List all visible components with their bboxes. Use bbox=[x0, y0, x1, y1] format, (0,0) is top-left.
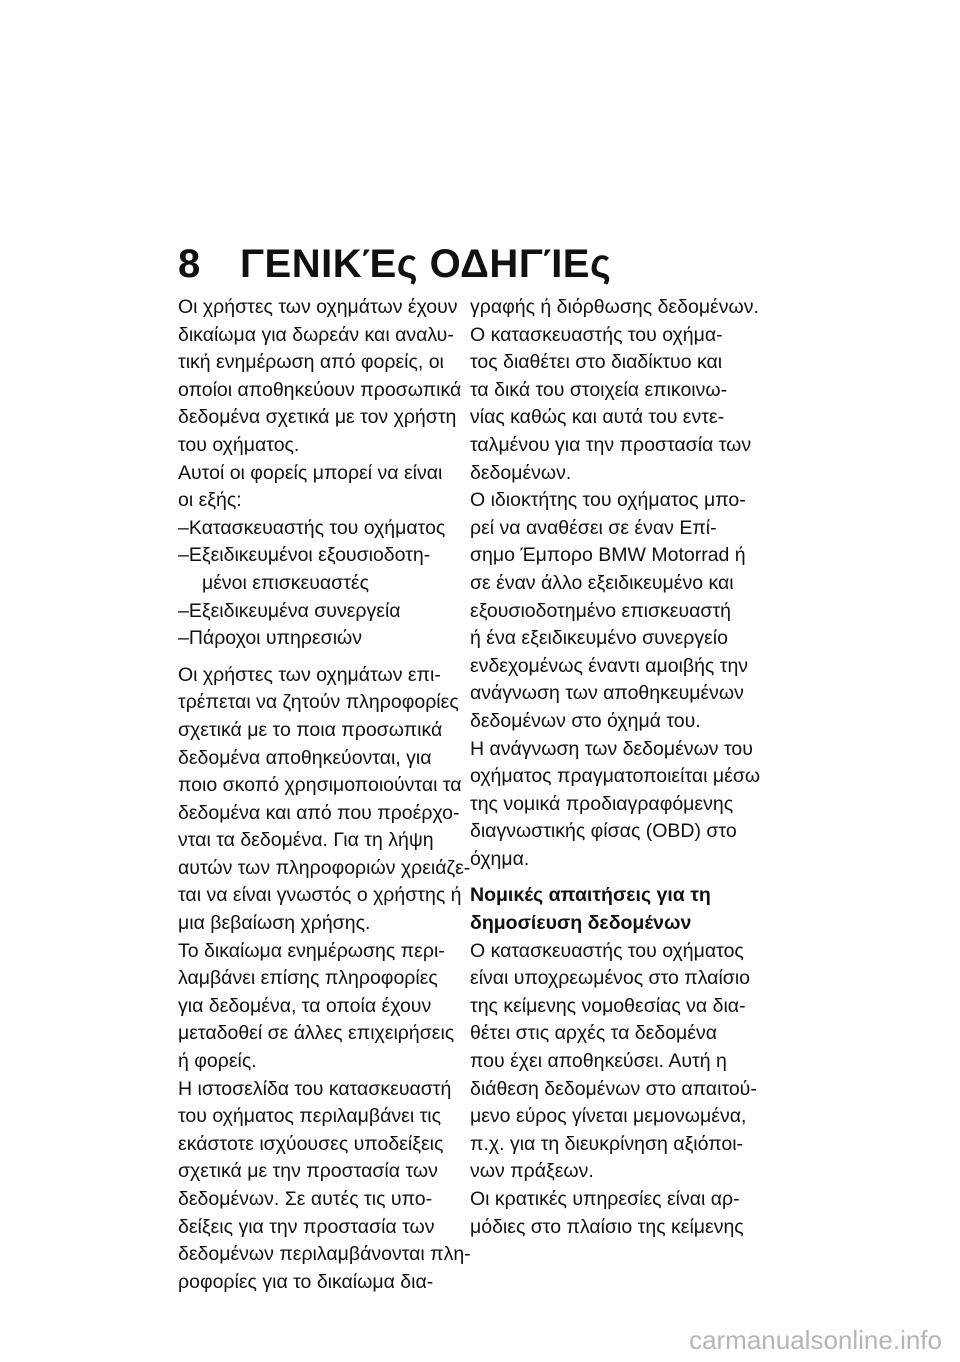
text-line: δεδομένα και από που προέρχο- bbox=[178, 801, 460, 824]
text-line: του οχήματος. bbox=[178, 433, 300, 456]
list-item-continuation: μένοι επισκευαστές bbox=[202, 571, 369, 594]
text-line: σχετικά με την προστασία των bbox=[178, 1160, 438, 1183]
text-line: Ο κατασκευαστής του οχήμα- bbox=[470, 323, 723, 346]
text-line: Το δικαίωμα ενημέρωσης περι- bbox=[178, 939, 445, 962]
text-line: δικαίωμα για δωρεάν και αναλυ- bbox=[178, 323, 454, 346]
text-line: του οχήματος περιλαμβάνει τις bbox=[178, 1105, 442, 1128]
text-line: Οι χρήστες των οχημάτων έχουν bbox=[178, 296, 458, 318]
list-item: –Εξειδικευμένοι εξουσιοδοτη- bbox=[178, 544, 431, 567]
text-line: οχήματος πραγματοποιείται μέσω bbox=[470, 765, 761, 788]
text-line: ταλμένου για την προστασία των bbox=[470, 433, 752, 456]
text-line: Αυτοί οι φορείς μπορεί να είναι bbox=[178, 461, 443, 484]
text-line: ή φορείς. bbox=[178, 1050, 257, 1073]
text-line: νται τα δεδομένα. Για τη λήψη bbox=[178, 829, 434, 852]
left-column bbox=[178, 294, 471, 1296]
text-line: τρέπεται να ζητούν πληροφορίες bbox=[178, 691, 459, 714]
text-line: που έχει αποθηκεύσει. Αυτή η bbox=[470, 1050, 727, 1073]
text-line: τος διαθέτει στο διαδίκτυο και bbox=[470, 351, 723, 374]
text-line: ανάγνωση των αποθηκευμένων bbox=[470, 682, 744, 705]
text-line: είναι υποχρεωμένος στο πλαίσιο bbox=[470, 967, 750, 990]
text-line: διάθεση δεδομένων στο απαιτού- bbox=[470, 1077, 757, 1100]
text-line: της κείμενης νομοθεσίας να δια- bbox=[470, 994, 746, 1017]
page-title bbox=[178, 240, 611, 288]
text-line: νων πράξεων. bbox=[470, 1160, 594, 1183]
text-line: μια βεβαίωση χρήσης. bbox=[178, 912, 371, 935]
text-line: Οι κρατικές υπηρεσίες είναι αρ- bbox=[470, 1188, 740, 1210]
text-line: γραφής ή διόρθωσης δεδομένων. bbox=[470, 296, 759, 318]
text-line: της νομικά προδιαγραφόμενης bbox=[470, 792, 734, 815]
list-item: –Κατασκευαστής του οχήματος bbox=[178, 516, 446, 539]
text-line: δεδομένων περιλαμβάνονται πλη- bbox=[178, 1243, 471, 1266]
text-line: δεδομένων. bbox=[470, 461, 572, 484]
text-line: δεδομένων στο όχημά του. bbox=[470, 709, 701, 732]
text-line: μόδιες στο πλαίσιο της κείμενης bbox=[470, 1215, 744, 1238]
text-line: ται να είναι γνωστός ο χρήστης ή bbox=[178, 884, 462, 907]
text-line: δείξεις για την προστασία των bbox=[178, 1215, 435, 1238]
text-line: δεδομένα αποθηκεύονται, για bbox=[178, 746, 432, 769]
list-item: –Πάροχοι υπηρεσιών bbox=[178, 627, 363, 650]
text-line: ή ένα εξειδικευμένο συνεργείο bbox=[470, 627, 728, 650]
section-heading-line: Νομικές απαιτήσεις για τη bbox=[470, 884, 711, 907]
text-line: Η ανάγνωση των δεδομένων του bbox=[470, 737, 753, 760]
text-line: Οι χρήστες των οχημάτων επι- bbox=[178, 663, 441, 686]
text-line: διαγνωστικής φίσας (OBD) στο bbox=[470, 820, 737, 843]
chapter-number: 8 bbox=[178, 242, 201, 286]
text-line: ρεί να αναθέσει σε έναν Επί- bbox=[470, 516, 717, 539]
text-line: νίας καθώς και αυτά του εντε- bbox=[470, 406, 725, 429]
text-line: Ο ιδιοκτήτης του οχήματος μπο- bbox=[470, 489, 746, 512]
text-line: ενδεχομένως έναντι αμοιβής την bbox=[470, 654, 749, 677]
text-line: τική ενημέρωση από φορείς, οι bbox=[178, 351, 444, 374]
text-line: οι εξής: bbox=[178, 489, 242, 512]
text-line: θέτει στις αρχές τα δεδομένα bbox=[470, 1022, 717, 1045]
list-item: –Εξειδικευμένα συνεργεία bbox=[178, 599, 401, 622]
text-line: δεδομένα σχετικά με τον χρήστη bbox=[178, 406, 457, 429]
text-line: Η ιστοσελίδα του κατασκευαστή bbox=[178, 1077, 452, 1100]
section-heading bbox=[470, 882, 760, 937]
watermark-text: carmanualsonline.info bbox=[689, 1325, 942, 1355]
text-line: λαμβάνει επίσης πληροφορίες bbox=[178, 967, 438, 990]
text-line: σημο Έμπορο BMW Motorrad ή bbox=[470, 544, 746, 567]
text-line: δεδομένων. Σε αυτές τις υπο- bbox=[178, 1188, 433, 1210]
text-line: μενο εύρος γίνεται μεμονωμένα, bbox=[470, 1105, 747, 1128]
text-line: ποιο σκοπό χρησιμοποιούνται τα bbox=[178, 774, 462, 797]
text-line: οποίοι αποθηκεύουν προσωπικά bbox=[178, 378, 462, 401]
text-line: όχημα. bbox=[470, 847, 530, 870]
text-line: εξουσιοδοτημένο επισκευαστή bbox=[470, 599, 732, 622]
text-line: αυτών των πληροφοριών χρειάζε- bbox=[178, 856, 471, 879]
text-line: σχετικά με το ποια προσωπικά bbox=[178, 718, 443, 741]
text-line: ροφορίες για το δικαίωμα δια- bbox=[178, 1270, 434, 1293]
text-line: για δεδομένα, τα οποία έχουν bbox=[178, 994, 432, 1017]
section-heading-line: δημοσίευση δεδομένων bbox=[470, 912, 692, 935]
text-line: σε έναν άλλο εξειδικευμένο και bbox=[470, 571, 734, 594]
text-line: Ο κατασκευαστής του οχήματος bbox=[470, 939, 744, 962]
text-line: μεταδοθεί σε άλλες επιχειρήσεις bbox=[178, 1022, 455, 1045]
text-line: εκάστοτε ισχύουσες υποδείξεις bbox=[178, 1132, 444, 1155]
chapter-title: ΓΕΝΙΚΈς ΟΔΗΓΊΕς bbox=[240, 242, 612, 286]
text-line: π.χ. για τη διευκρίνηση αξιόποι- bbox=[470, 1132, 744, 1155]
text-line: τα δικά του στοιχεία επικοινω- bbox=[470, 378, 728, 401]
right-column bbox=[470, 294, 760, 1241]
